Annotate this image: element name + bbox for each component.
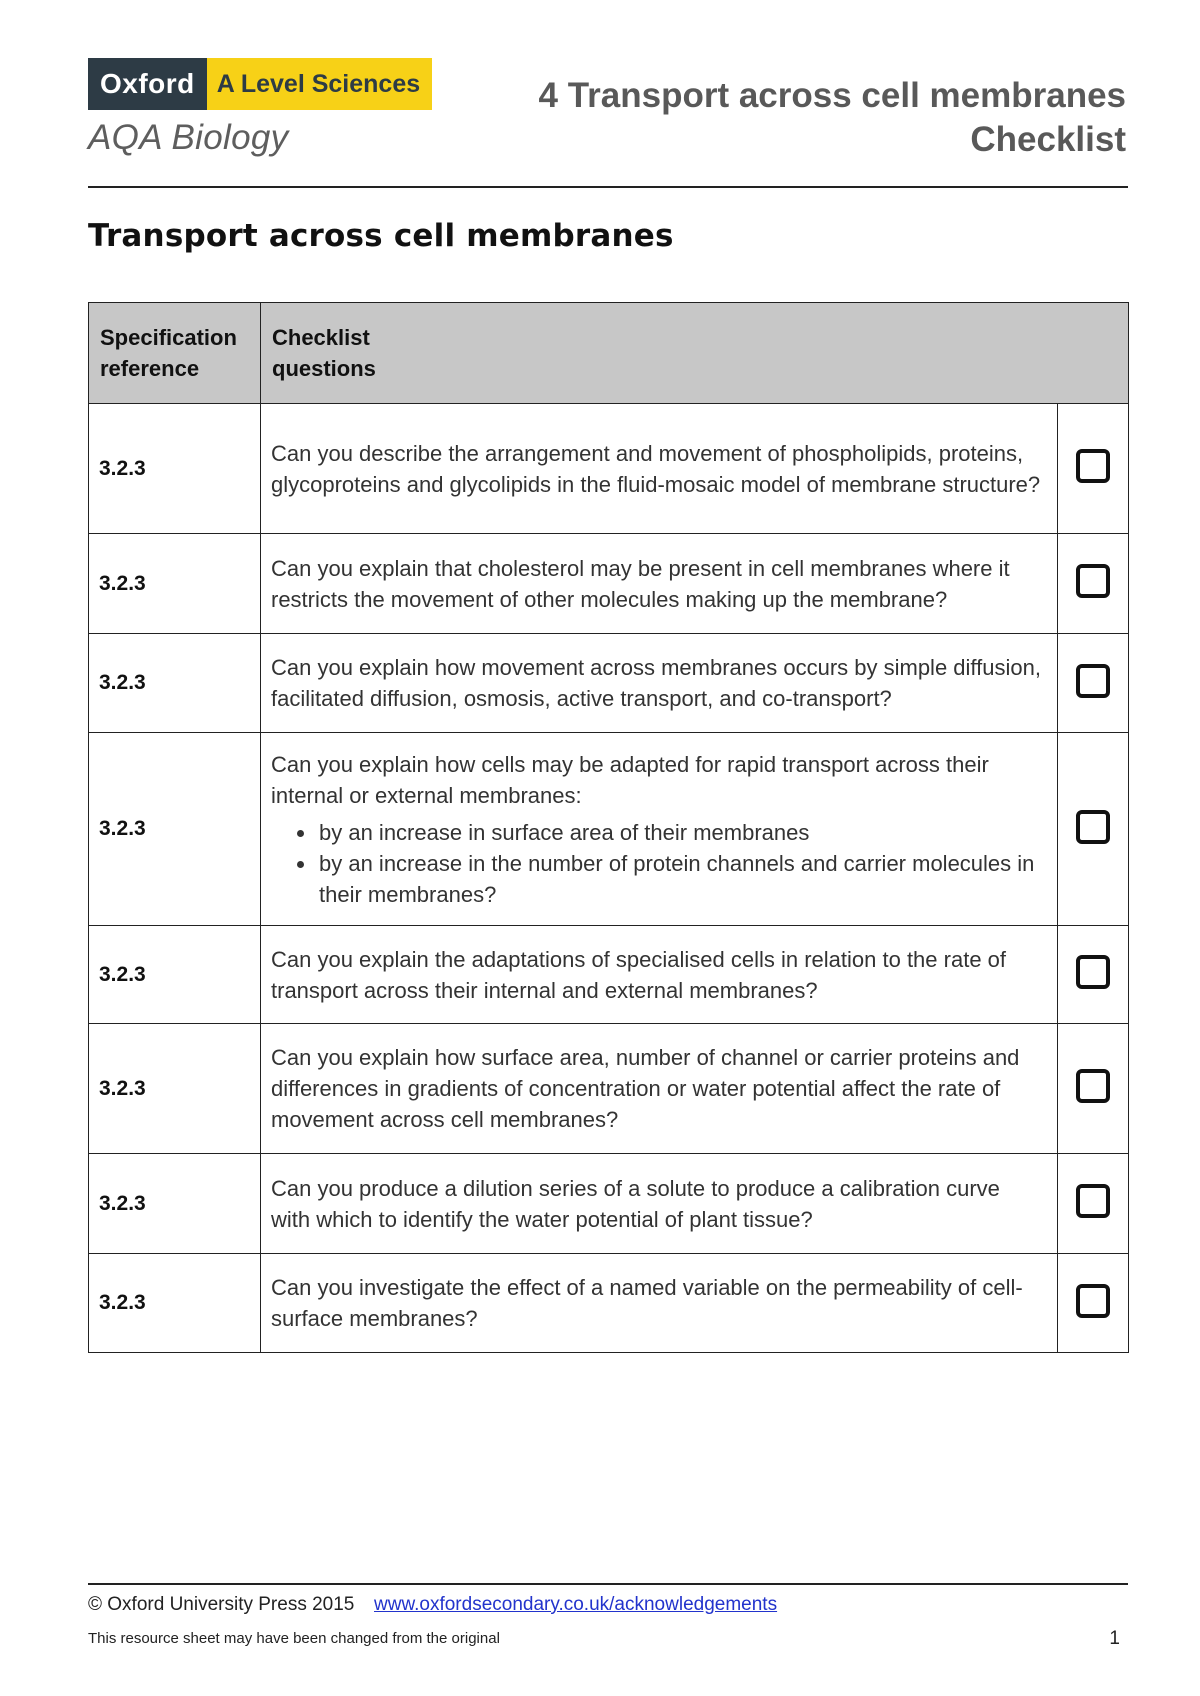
header-spec-line-2: reference xyxy=(100,356,200,381)
table-row xyxy=(89,404,1129,534)
header-spec-reference xyxy=(89,303,261,404)
checkbox-cell[interactable] xyxy=(1058,1024,1129,1154)
table-row xyxy=(89,733,1129,926)
page-title: Transport across cell membranes xyxy=(88,218,674,254)
checkbox-icon[interactable] xyxy=(1076,449,1110,483)
checkbox-cell[interactable] xyxy=(1058,926,1129,1024)
question-bullet: • by an increase in the number of protein channels and carrier molecules in their membranes? xyxy=(317,848,1043,910)
checkbox-icon[interactable] xyxy=(1076,810,1110,844)
checklist-question: Can you describe the arrangement and movement of phospholipids, proteins, glycoproteins and glycolipids in the fluid-mosaic model of membrane structure? xyxy=(261,404,1058,534)
checklist-question: Can you explain that cholesterol may be present in cell membranes where it restricts the movement of other molecules making up the membrane? xyxy=(261,534,1058,634)
checkbox-icon[interactable] xyxy=(1076,1184,1110,1218)
footer-divider xyxy=(88,1583,1128,1585)
table-row xyxy=(89,534,1129,634)
oxford-logo xyxy=(88,58,432,110)
checkbox-cell[interactable] xyxy=(1058,634,1129,733)
spec-reference: 3.2.3 xyxy=(89,534,261,634)
checkbox-icon[interactable] xyxy=(1076,955,1110,989)
checkbox-icon[interactable] xyxy=(1076,1284,1110,1318)
checklist-question: Can you explain the adaptations of specialised cells in relation to the rate of transport across their internal and external membranes? xyxy=(261,926,1058,1024)
header-checklist-questions xyxy=(261,303,1129,404)
checkbox-cell[interactable] xyxy=(1058,404,1129,534)
copyright-text: © Oxford University Press 2015 xyxy=(88,1594,355,1615)
spec-reference: 3.2.3 xyxy=(89,1024,261,1154)
disclaimer-text: This resource sheet may have been changed from the original xyxy=(88,1630,500,1647)
table-header-row xyxy=(89,303,1129,404)
logo-brand: Oxford xyxy=(88,58,207,110)
checkbox-cell[interactable] xyxy=(1058,1254,1129,1353)
spec-reference: 3.2.3 xyxy=(89,926,261,1024)
spec-reference: 3.2.3 xyxy=(89,634,261,733)
subject-title: AQA Biology xyxy=(88,118,289,157)
table-row xyxy=(89,634,1129,733)
checkbox-icon[interactable] xyxy=(1076,1069,1110,1103)
question-text: Can you explain how cells may be adapted for rapid transport across their internal or external membranes: xyxy=(271,751,989,808)
logo-series: A Level Sciences xyxy=(207,58,432,110)
checklist-table xyxy=(88,302,1129,1353)
checkbox-cell[interactable] xyxy=(1058,1154,1129,1254)
checkbox-cell[interactable] xyxy=(1058,733,1129,926)
checklist-question: Can you produce a dilution series of a solute to produce a calibration curve with which to identify the water potential of plant tissue? xyxy=(261,1154,1058,1254)
chapter-title-line-1: 4 Transport across cell membranes xyxy=(538,76,1126,115)
question-bullet-list xyxy=(271,817,1043,910)
checklist-question: Can you investigate the effect of a named variable on the permeability of cell-surface membranes? xyxy=(261,1254,1058,1353)
acknowledgements-link[interactable]: www.oxfordsecondary.co.uk/acknowledgements xyxy=(374,1594,778,1615)
table-row xyxy=(89,1254,1129,1353)
page-number: 1 xyxy=(1109,1628,1120,1649)
checklist-question xyxy=(261,733,1058,926)
spec-reference: 3.2.3 xyxy=(89,733,261,926)
page-header xyxy=(88,58,1126,188)
checklist-question: Can you explain how movement across membranes occurs by simple diffusion, facilitated diffusion, osmosis, active transport, and co-transport? xyxy=(261,634,1058,733)
table-row xyxy=(89,926,1129,1024)
table-row xyxy=(89,1154,1129,1254)
table-row xyxy=(89,1024,1129,1154)
spec-reference: 3.2.3 xyxy=(89,404,261,534)
checkbox-icon[interactable] xyxy=(1076,564,1110,598)
spec-reference: 3.2.3 xyxy=(89,1154,261,1254)
header-questions-line-2: questions xyxy=(272,356,376,381)
question-bullet: • by an increase in surface area of their membranes xyxy=(317,817,1043,848)
chapter-title xyxy=(539,74,1127,162)
header-divider xyxy=(88,186,1128,188)
header-spec-line-1: Specification xyxy=(100,325,237,350)
checklist-question: Can you explain how surface area, number of channel or carrier proteins and differences in gradients of concentration or water potential affect the rate of movement across cell membranes? xyxy=(261,1024,1058,1154)
chapter-title-line-2: Checklist xyxy=(970,120,1126,159)
spec-reference: 3.2.3 xyxy=(89,1254,261,1353)
header-questions-line-1: Checklist xyxy=(272,325,370,350)
checkbox-cell[interactable] xyxy=(1058,534,1129,634)
checkbox-icon[interactable] xyxy=(1076,664,1110,698)
